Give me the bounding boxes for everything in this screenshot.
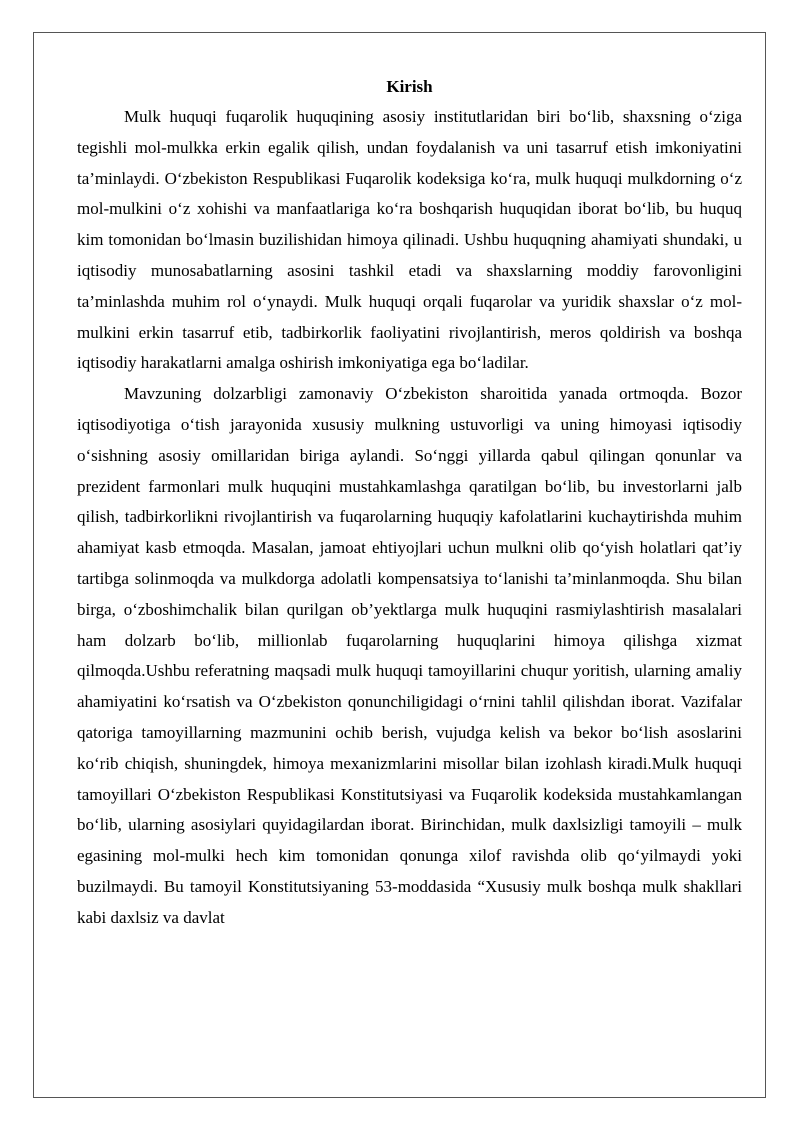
- paragraph-relevance: Mavzuning dolzarbligi zamonaviy O‘zbekiston sharoitida yanada ortmoqda. Bozor iqtisodiyotiga o‘tish jarayonida xususiy mulkning ustuvorligi va uning himoyasi iqtisodiy o‘sishning asosiy omillaridan biriga aylandi. So‘nggi yillarda qabul qilingan qonunlar va prezident farmonlari mulk huquqini mustahkamlashga qaratilgan bo‘lib, bu investorlarni jalb qilish, tadbirkorlikni rivojlantirish va fuqarolarning huquqiy kafolatlarini kuchaytirishda muhim ahamiyat kasb etmoqda. Masalan, jamoat ehtiyojlari uchun mulkni olib qo‘yish holatlari qat’iy tartibga solinmoqda va mulkdorga adolatli kompensatsiya to‘lanishi ta’minlanmoqda. Shu bilan birga, o‘zboshimchalik bilan qurilgan ob’yektlarga mulk huquqini rasmiylashtirish masalalari ham dolzarb bo‘lib, millionlab fuqarolarning huquqlarini himoya qilishga xizmat qilmoqda.Ushbu referatning maqsadi mulk huquqi tamoyillarini chuqur yoritish, ularning amaliy ahamiyatini ko‘rsatish va O‘zbekiston qonunchiligidagi o‘rnini tahlil qilishdan iborat. Vazifalar qatoriga tamoyillarning mazmunini ochib berish, vujudga kelish va bekor bo‘lish asoslarini ko‘rib chiqish, shuningdek, himoya mexanizmlarini misollar bilan izohlash kiradi.Mulk huquqi tamoyillari O‘zbekiston Respublikasi Konstitutsiyasi va Fuqarolik kodeksida mustahkamlangan bo‘lib, ularning asosiylari quyidagilardan iborat. Birinchidan, mulk daxlsizligi tamoyili – mulk egasining mol-mulki hech kim tomonidan qonunga xilof ravishda olib qo‘yilmaydi yoki buzilmaydi. Bu tamoyil Konstitutsiyaning 53-moddasida “Xususiy mulk boshqa mulk shakllari kabi daxlsiz va davlat: [77, 384, 742, 927]
- paragraph-introduction: Mulk huquqi fuqarolik huquqining asosiy institutlaridan biri bo‘lib, shaxsning o‘ziga tegishli mol-mulkka erkin egalik qilish, undan foydalanish va uni tasarruf etish imkoniyatini ta’minlaydi. O‘zbekiston Respublikasi Fuqarolik kodeksiga ko‘ra, mulk huquqi mulkdorning o‘z mol-mulkini o‘z xohishi va manfaatlariga ko‘ra boshqarish huquqidan iborat bo‘lib, bu huquq kim tomonidan bo‘lmasin buzilishidan himoya qilinadi. Ushbu huquqning ahamiyati shundaki, u iqtisodiy munosabatlarning asosini tashkil etadi va shaxslarning moddiy farovonligini ta’minlashda muhim rol o‘ynaydi. Mulk huquqi orqali fuqarolar va yuridik shaxslar o‘z mol-mulkini erkin tasarruf etib, tadbirkorlik faoliyatini rivojlantirish, meros qoldirish va boshqa iqtisodiy harakatlarni amalga oshirish imkoniyatiga ega bo‘ladilar.: [77, 107, 742, 373]
- document-body: [77, 72, 742, 934]
- document-title: Kirish: [386, 77, 433, 96]
